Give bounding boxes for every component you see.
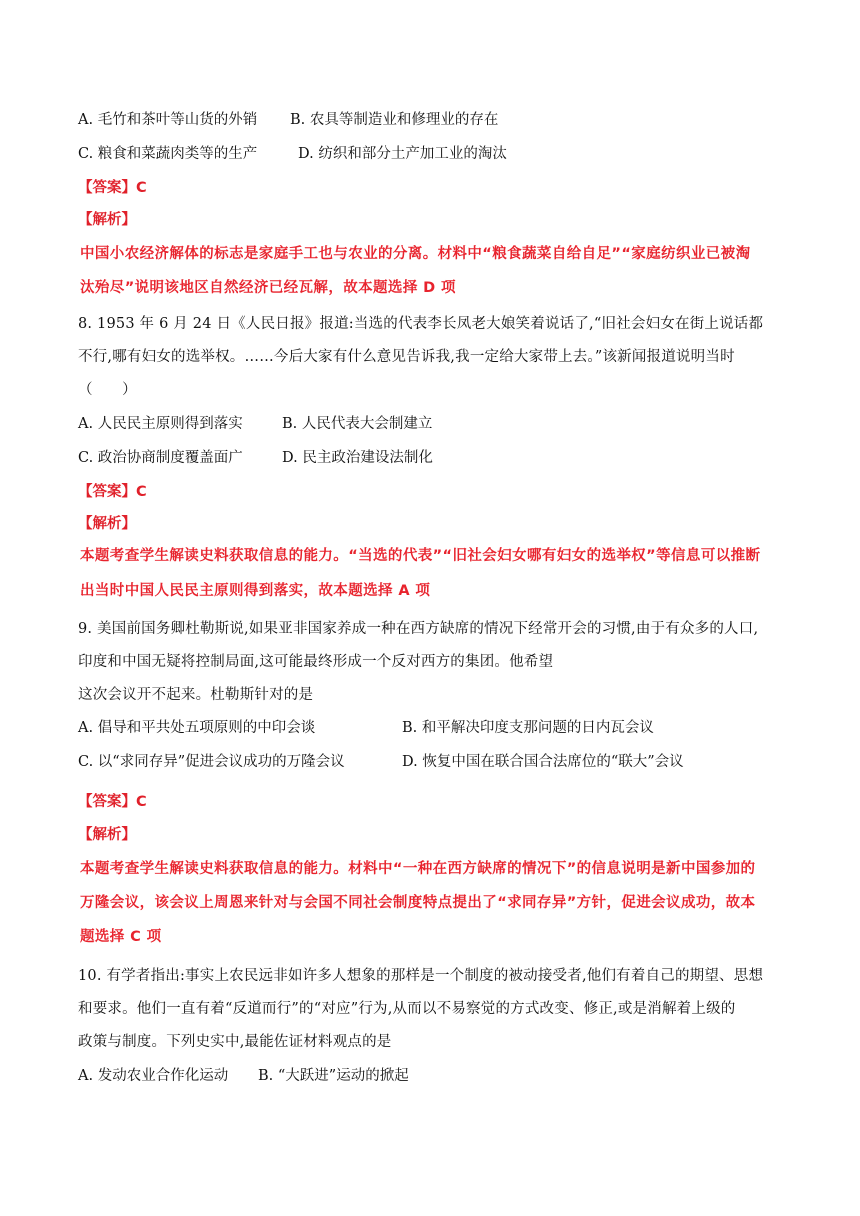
q10-option-a[interactable]: A. 发动农业合作化运动: [78, 1068, 229, 1084]
q7-option-b[interactable]: B. 农具等制造业和修理业的存在: [290, 112, 499, 128]
q9-option-a[interactable]: A. 倡导和平共处五项原则的中印会谈: [78, 720, 316, 736]
q9-analysis-label: 【解析】: [78, 827, 136, 843]
q7-option-d[interactable]: D. 纺织和部分土产加工业的淘汰: [298, 146, 507, 162]
q10-stem-line-1: 10. 有学者指出:事实上农民远非如许多人想象的那样是一个制度的被动接受者,他们有着自己的期望、思想: [78, 968, 764, 984]
q8-analysis-label: 【解析】: [78, 516, 136, 532]
q8-stem-line-2: 不行,哪有妇女的选举权。……今后大家有什么意见告诉我,我一定给大家带上去。”该新闻报道说明当时: [78, 349, 735, 365]
q9-option-b[interactable]: B. 和平解决印度支那问题的日内瓦会议: [402, 720, 654, 736]
q8-answer: 【答案】C: [78, 484, 147, 500]
q9-answer: 【答案】C: [78, 794, 147, 810]
q9-analysis-line-3: 题选择 C 项: [80, 929, 162, 945]
q9-option-c[interactable]: C. 以“求同存异”促进会议成功的万隆会议: [78, 754, 345, 770]
q7-analysis-label: 【解析】: [78, 212, 136, 228]
q9-stem-line-1: 9. 美国前国务卿杜勒斯说,如果亚非国家养成一种在西方缺席的情况下经常开会的习惯,由于有众多的人口,: [78, 621, 759, 637]
q7-option-c[interactable]: C. 粮食和菜蔬肉类等的生产: [78, 146, 258, 162]
q8-stem-line-3: （ ）: [78, 382, 137, 398]
q7-answer: 【答案】C: [78, 180, 147, 196]
q9-analysis-line-2: 万隆会议，该会议上周恩来针对与会国不同社会制度特点提出了“求同存异”方针，促进会议成功，故本: [80, 895, 756, 911]
q10-option-b[interactable]: B. “大跃进”运动的掀起: [258, 1068, 409, 1084]
q10-stem-line-3: 政策与制度。下列史实中,最能佐证材料观点的是: [78, 1034, 392, 1050]
q9-option-d[interactable]: D. 恢复中国在联合国合法席位的“联大”会议: [402, 754, 684, 770]
q7-analysis-line-1: 中国小农经济解体的标志是家庭手工也与农业的分离。材料中“粮食蔬菜自给自足”“家庭纺织业已被淘: [80, 246, 751, 262]
q8-option-d[interactable]: D. 民主政治建设法制化: [282, 450, 433, 466]
q9-stem-line-2: 印度和中国无疑将控制局面,这可能最终形成一个反对西方的集团。他希望: [78, 654, 554, 670]
q7-analysis-line-2: 汰殆尽”说明该地区自然经济已经瓦解，故本题选择 D 项: [80, 280, 456, 296]
q10-stem-line-2: 和要求。他们一直有着“反道而行”的“对应”行为,从而以不易察觉的方式改变、修正,或是消解着上级的: [78, 1001, 736, 1017]
q8-analysis-line-2: 出当时中国人民民主原则得到落实，故本题选择 A 项: [80, 583, 431, 599]
q7-option-a[interactable]: A. 毛竹和茶叶等山货的外销: [78, 112, 258, 128]
q9-analysis-line-1: 本题考查学生解读史料获取信息的能力。材料中“一种在西方缺席的情况下”的信息说明是新中国参加的: [80, 861, 756, 877]
q8-analysis-line-1: 本题考查学生解读史料获取信息的能力。“当选的代表”“旧社会妇女哪有妇女的选举权”等信息可以推断: [80, 548, 761, 564]
q8-option-c[interactable]: C. 政治协商制度覆盖面广: [78, 450, 243, 466]
q8-stem-line-1: 8. 1953 年 6 月 24 日《人民日报》报道:当选的代表李长凤老大娘笑着说话了,“旧社会妇女在街上说话都: [78, 316, 764, 332]
q8-option-b[interactable]: B. 人民代表大会制建立: [282, 416, 433, 432]
q8-option-a[interactable]: A. 人民民主原则得到落实: [78, 416, 243, 432]
q9-stem-line-3: 这次会议开不起来。杜勒斯针对的是: [78, 687, 314, 703]
